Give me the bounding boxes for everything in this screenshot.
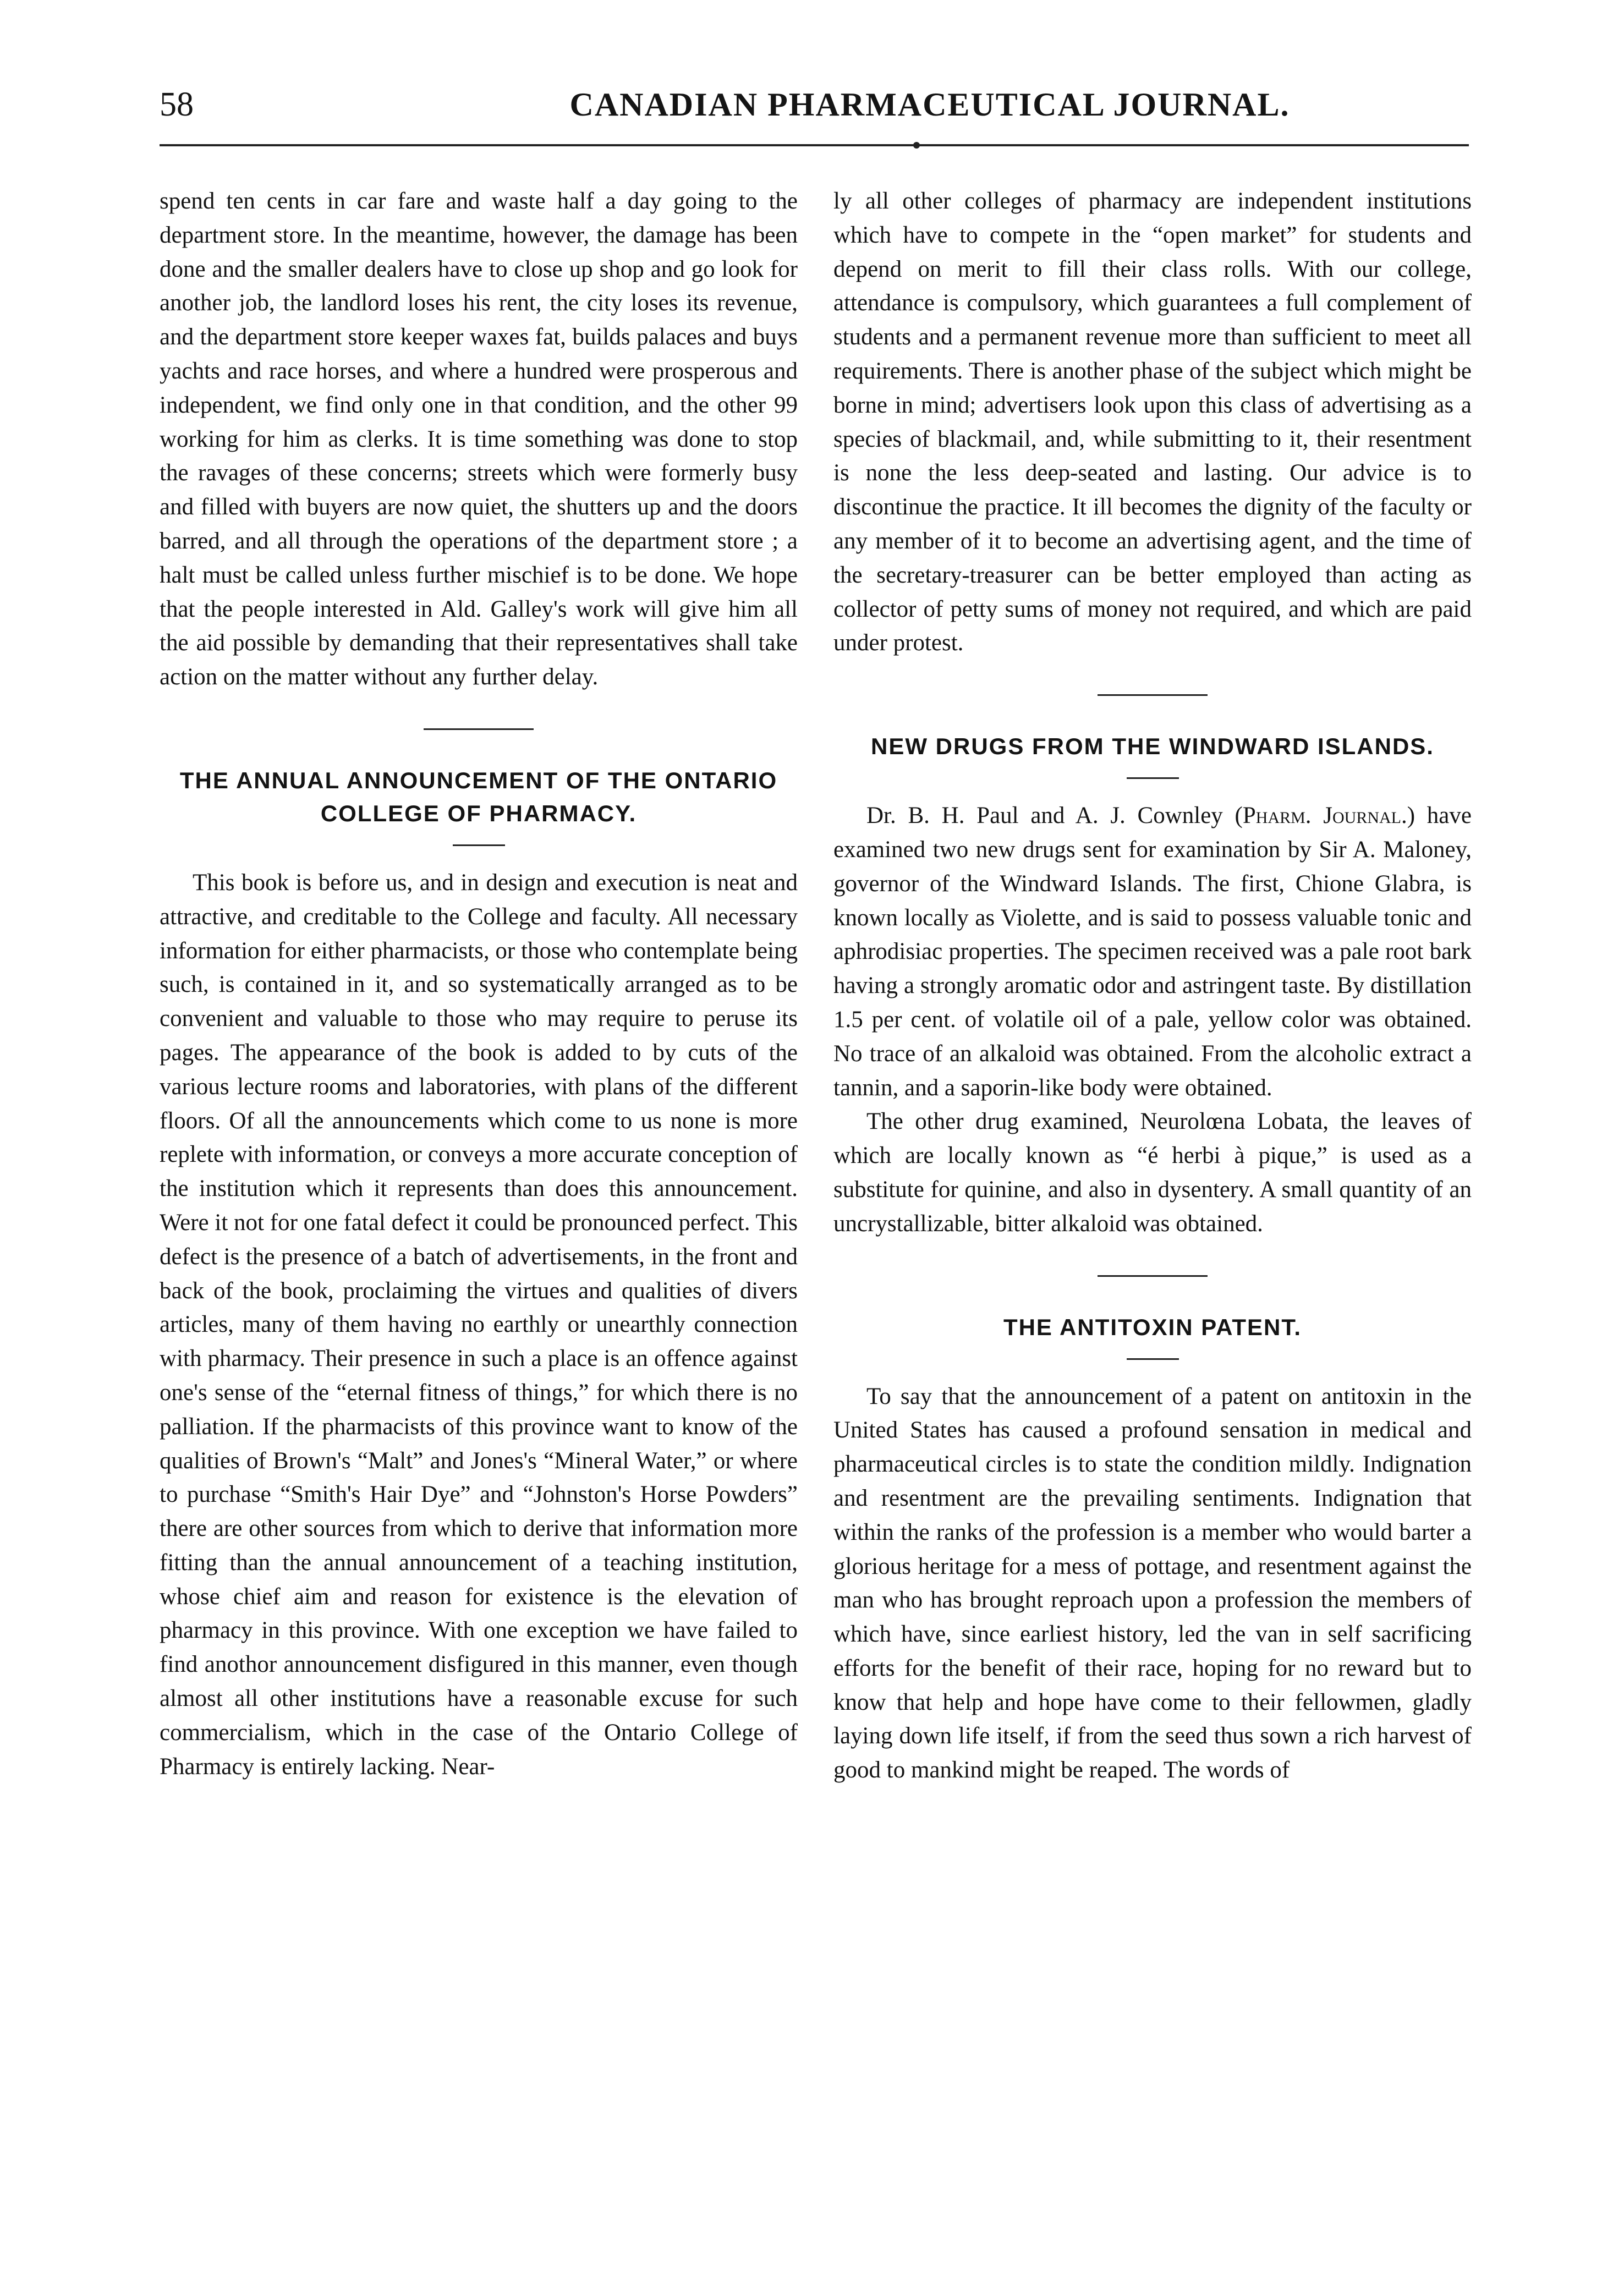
article-heading-annual-announcement: THE ANNUAL ANNOUNCEMENT OF THE ONTARIO COLLEGE OF PHARMACY. [179,767,778,826]
header-rule [160,144,1469,146]
heading-rule [1127,777,1179,779]
page-number: 58 [160,86,194,123]
header-rule-ornament [913,142,920,149]
section-divider [1098,694,1208,696]
article-paragraph: To say that the announcement of a patent on antitoxin in the United States has caused a profound sensation in medical and pharmaceutical circles is to state the condition mildly. Indignation and resentment are the prevailing sentiments. Indignation that within the ranks of the profession is a member who would barter a glorious heritage for a mess of pottage, and resentment against the man who has brought reproach upon a profession the members of which have, since earliest history, led the van in self sacrificing efforts for the benefit of their race, hoping for no reward but to know that help and hope have come to their fellowmen, gladly laying down life itself, if from the seed thus sown a rich harvest of good to mankind might be reaped. The words of [833,1383,1472,1783]
journal-title: CANADIAN PHARMACEUTICAL JOURNAL. [569,86,1290,123]
heading-rule [1127,1358,1179,1360]
text-run: Dr. B. H. Paul and A. J. Cownley ( [866,803,1243,829]
section-divider [424,728,534,730]
source-citation: Pharm. Journal [1242,803,1401,829]
right-column [833,184,1472,2192]
section-divider [1098,1275,1208,1277]
article-heading-new-drugs: NEW DRUGS FROM THE WINDWARD ISLANDS. [871,733,1434,760]
continued-paragraph: ly all other colleges of pharmacy are independent institutions which have to compete in the “open market” for students and depend on merit to fill their class rolls. With our college, attendance is compulsory, which guarantees a full complement of students and a permanent revenue more than sufficient to meet all requirements. There is another phase of the subject which might be borne in mind; advertisers look upon this class of advertising as a species of blackmail, and, while submitting to it, their resentment is none the less deep-seated and lasting. Our advice is to discontinue the practice. It ill becomes the dignity of the faculty or any member of it to become an advertising agent, and the time of the secretary-treasurer can be better employed than acting as collector of petty sums of money not required, and which are paid under protest. [833,188,1472,656]
text-run: .) have examined two new drugs sent for examination by Sir A. Maloney, governor of the Windward Islands. The first, Chione Glabra, is known locally as Violette, and is said to possess valuable tonic and aphrodisiac properties. The specimen received was a pale root bark having a strongly aromatic odor and astringent taste. By distillation 1.5 per cent. of volatile oil of a pale, yellow color was obtained. No trace of an alkaloid was obtained. From the alcoholic extract a tannin, and a saporin-like body were obtained. [833,803,1472,1101]
article-paragraph: This book is before us, and in design and execution is neat and attractive, and creditable to the College and faculty. All necessary information for either pharmacists, or those who contemplate being such, is contained in it, and so systematically arranged as to be convenient and valuable to those who may require to peruse its pages. The appearance of the book is added to by cuts of the various lecture rooms and laboratories, with plans of the different floors. Of all the announcements which come to us none is more replete with information, or conveys a more accurate conception of the institution which it represents than does this announcement. Were it not for one fatal defect it could be pronounced perfect. This defect is the presence of a batch of advertisements, in the front and back of the book, proclaiming the virtues and qualities of divers articles, many of them having no earthly or unearthly connection with pharmacy. Their presence in such a place is an offence against one's sense of the “eternal fitness of things,” for which there is no palliation. If the pharmacists of this province want to know of the qualities of Brown's “Malt” and Jones's “Mineral Water,” or where to purchase “Smith's Hair Dye” and “Johnston's Horse Powders” there are other sources from which to derive that information more fitting than the annual announcement of a teaching institution, whose chief aim and reason for existence is the elevation of pharmacy in this province. With one exception we have failed to find anothor announcement disfigured in this manner, even though almost all other institutions have a reasonable excuse for such commercialism, which in the case of the Ontario College of Pharmacy is entirely lacking. Near- [160,869,798,1780]
left-column [160,184,798,2192]
continued-paragraph: spend ten cents in car fare and waste half a day going to the department store. In the meantime, however, the damage has been done and the smaller dealers have to close up shop and go look for another job, the landlord loses his rent, the city loses its revenue, and the department store keeper waxes fat, builds palaces and buys yachts and race horses, and where a hundred were prosperous and independent, we find only one in that condition, and the other 99 working for him as clerks. It is time something was done to stop the ravages of these concerns; streets which were formerly busy and filled with buyers are now quiet, the shutters up and the doors barred, and all through the operations of the department store ; a halt must be called unless further mischief is to be done. We hope that the people interested in Ald. Galley's work will give him all the aid possible by demanding that their representatives shall take action on the matter without any further delay. [160,188,798,690]
article-heading-antitoxin-patent: THE ANTITOXIN PATENT. [1003,1314,1302,1340]
article-paragraph [833,799,1472,1105]
heading-rule [453,844,505,846]
page-header [160,83,1469,143]
article-paragraph: The other drug examined, Neurolœna Lobata, the leaves of which are locally known as “é herbi à pique,” is used as a substitute for quinine, and also in dysentery. A small quantity of an uncrystallizable, bitter alkaloid was obtained. [833,1108,1472,1237]
